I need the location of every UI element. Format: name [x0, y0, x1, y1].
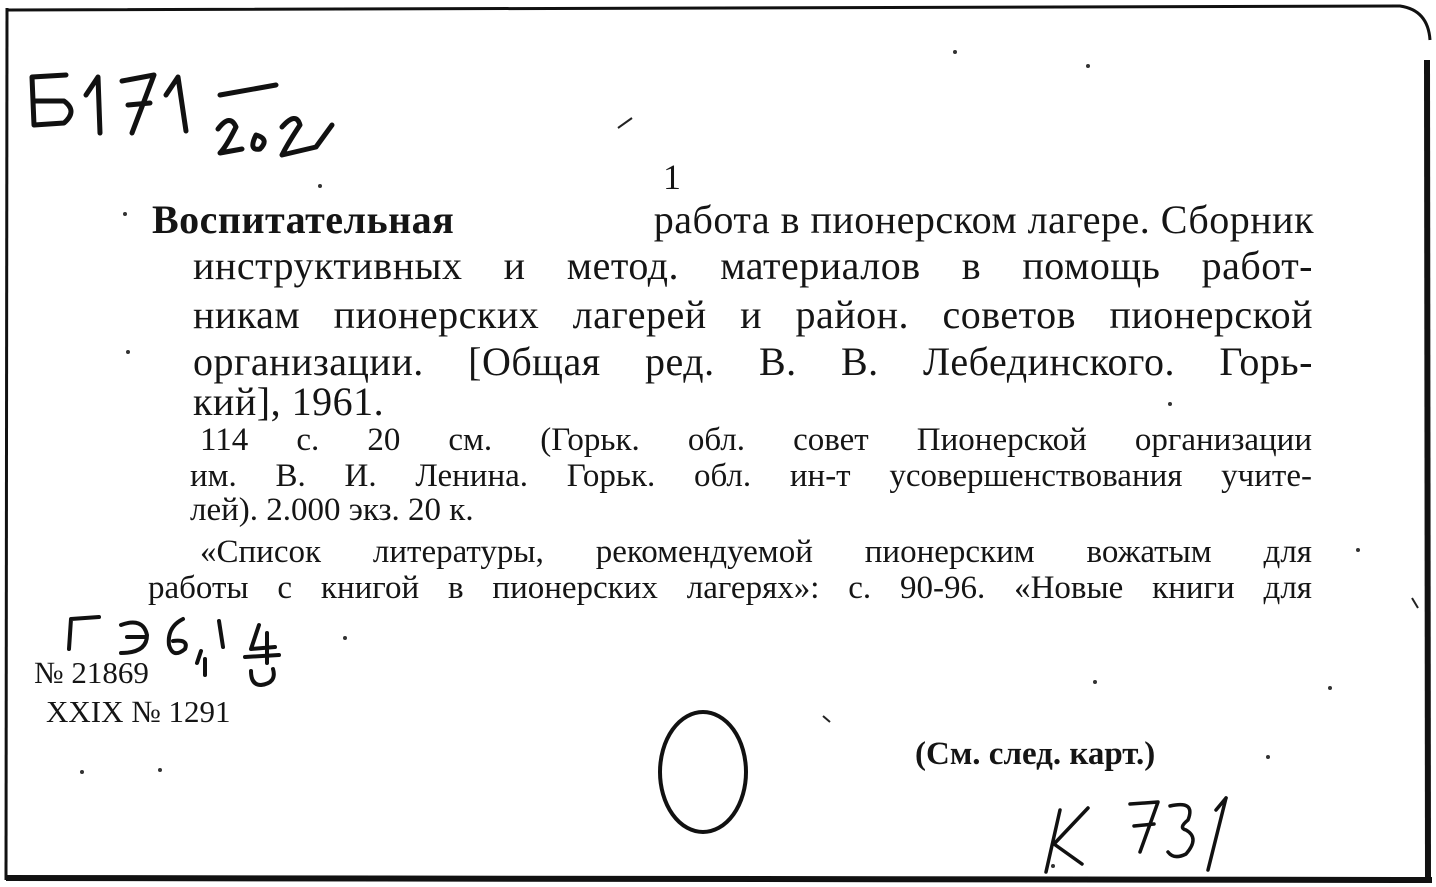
series-number: XXIX № 1291 [46, 694, 231, 729]
title-line-3: никам пионерских лагерей и район. советов пионерской [193, 292, 1313, 337]
title-line-1 [152, 196, 1314, 243]
handwritten-shelfmark [20, 55, 350, 175]
title-line-4: организации. [Общая ред. В. В. Лебединского. Горь- [193, 339, 1313, 384]
note-line-1: «Список литературы, рекомендуемой пионерским вожатым для [200, 534, 1312, 570]
card-number: 1 [663, 157, 681, 197]
title-line-2: инструктивных и метод. материалов в помощь работ- [193, 243, 1313, 288]
physical-line-1: 114 с. 20 см. (Горьк. обл. совет Пионерской организации [200, 422, 1312, 458]
accession-number: № 21869 [34, 655, 149, 690]
physical-line-3: лей). 2.000 экз. 20 к. [190, 492, 474, 528]
physical-line-2: им. В. И. Ленина. Горьк. обл. ин-т усовершенствования учите- [190, 458, 1312, 494]
title-bold: Воспитательная [152, 197, 455, 242]
punch-hole-outline [650, 705, 760, 845]
handwritten-code [1030, 790, 1250, 885]
title-line-1-rest: работа в пионерском лагере. Сборник [653, 197, 1314, 242]
continued-note: (См. след. карт.) [915, 736, 1156, 772]
note-line-2: работы с книгой в пионерских лагерях»: с. 90-96. «Новые книги для [148, 570, 1312, 606]
title-line-5: кий], 1961. [193, 379, 385, 424]
